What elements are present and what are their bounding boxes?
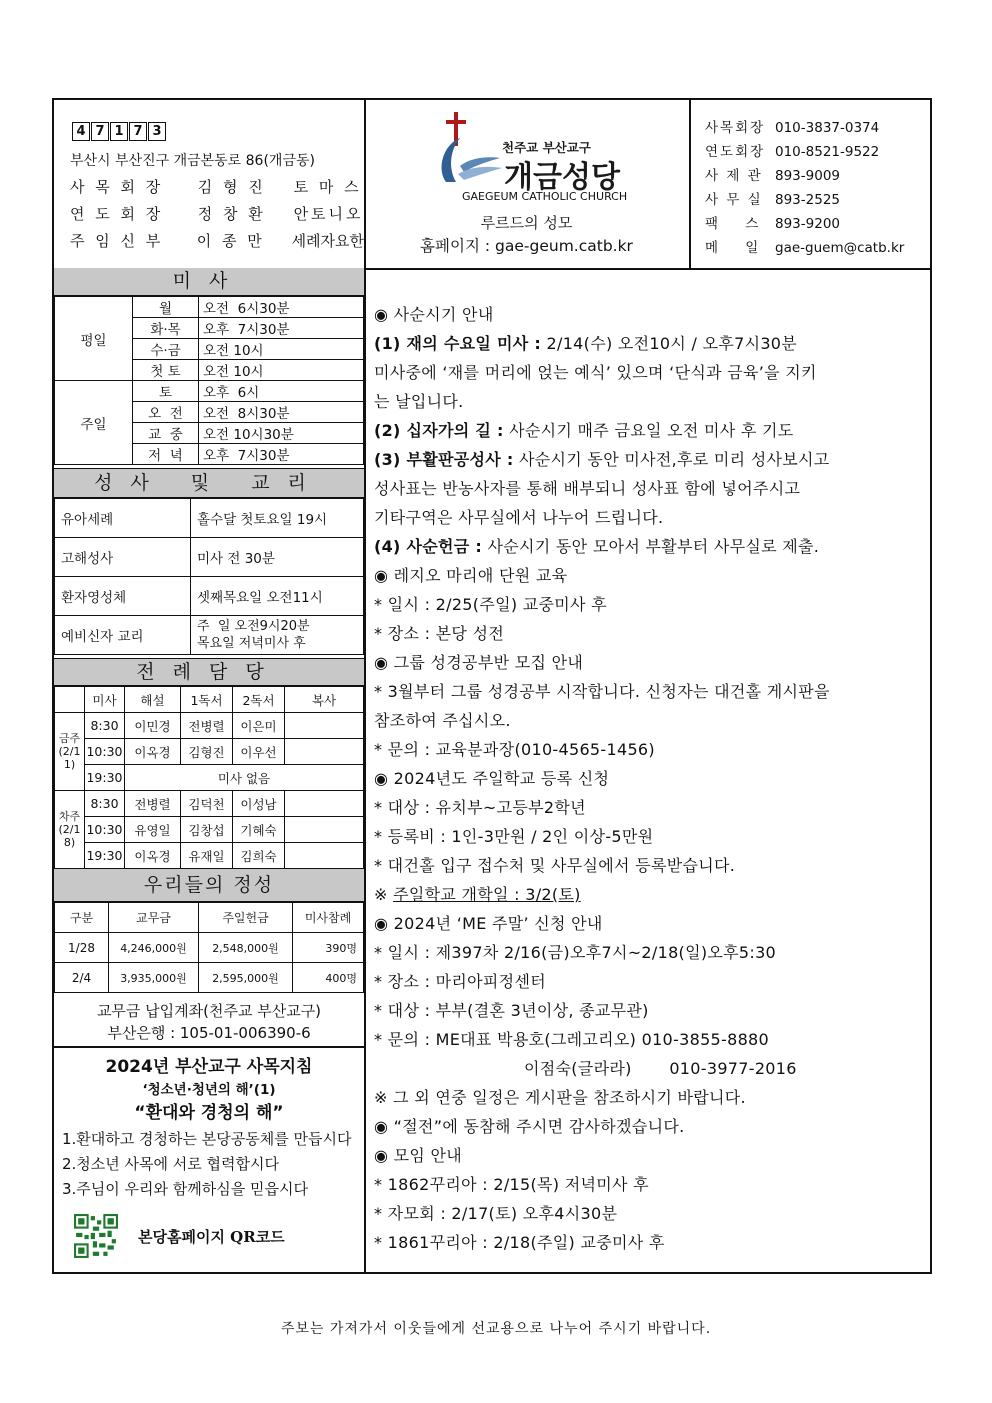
contact-row — [705, 140, 879, 160]
notice-line: 성사표는 반농사자를 통해 배부되니 성사표 함에 넣어주시고 — [374, 479, 801, 498]
mass-time: 오후 7시30분 — [199, 318, 364, 339]
directive-subtitle: ‘청소년·청년의 해’(1) — [142, 1082, 276, 1098]
mass-time: 오전 10시30분 — [199, 423, 364, 444]
officer-role: 연 도 회 장 — [70, 205, 164, 223]
notice-line: 참조하여 주십시오. — [374, 711, 511, 730]
contact-key: 팩 스 — [705, 216, 761, 232]
contact-row — [705, 164, 840, 184]
contact-key: 사 제 관 — [705, 168, 763, 184]
sacraments-title: 성사 및 교리 — [54, 468, 364, 498]
liturgy-cell: 김형진 — [181, 739, 233, 765]
notice-line: * 등록비 : 1인-3만원 / 2인 이상-5만원 — [374, 827, 654, 846]
mass-day: 저 녁 — [133, 444, 199, 465]
liturgy-header: 2독서 — [233, 687, 285, 713]
contact-value: 893-9009 — [775, 168, 840, 184]
homepage-label: 홈페이지 : — [420, 237, 491, 255]
liturgy-header: 1독서 — [181, 687, 233, 713]
offering-table — [54, 902, 364, 993]
officer-baptism: 세례자요한 — [291, 232, 365, 250]
notice-line: * 대상 : 유치부~고등부2학년 — [374, 798, 586, 817]
mass-time: 오전 10시 — [199, 339, 364, 360]
directive-title: 2024년 부산교구 사목지침 — [105, 1057, 313, 1077]
sacraments-table — [54, 498, 364, 655]
notice-text: 사순시기 동안 모아서 부활부터 사무실로 제출. — [482, 537, 820, 556]
notice-heading: ◉ 레지오 마리애 단원 교육 — [374, 566, 568, 585]
notice-line — [374, 331, 797, 354]
offering-cell: 3,935,000원 — [109, 963, 199, 993]
liturgy-table — [54, 686, 364, 869]
left-column — [54, 268, 366, 1272]
notice-text: 사순시기 동안 미사전,후로 미리 성사보시고 — [513, 450, 830, 469]
mass-day: 토 — [133, 381, 199, 402]
notice-line: 미사중에 ‘재를 머리에 얹는 예식’ 있으며 ‘단식과 금육’을 지키 — [374, 363, 817, 382]
contact-value: 893-2525 — [775, 192, 840, 208]
liturgy-cell: 기혜숙 — [233, 817, 285, 843]
contact-value: 893-9200 — [775, 216, 840, 232]
officer-role: 주 임 신 부 — [70, 232, 164, 250]
officer-baptism: 토 마 스 — [293, 178, 362, 196]
week-label: 금주(2/11) — [55, 713, 85, 791]
liturgy-cell: 이민경 — [125, 713, 181, 739]
contact-row — [705, 116, 879, 136]
notice-line: 기타구역은 사무실에서 나누어 드립니다. — [374, 508, 664, 527]
notice-line — [374, 447, 830, 470]
officer-name: 이 종 만 — [196, 232, 265, 250]
sacrament-value — [191, 616, 364, 655]
contact-row — [705, 212, 840, 232]
liturgy-cell — [285, 713, 364, 739]
postal-digit: 7 — [129, 122, 147, 141]
contact-value: 010-3837-0374 — [775, 120, 880, 136]
mass-group-label: 주일 — [55, 381, 133, 465]
contact-key: 사목회장 — [705, 120, 766, 136]
postal-digit: 7 — [91, 122, 109, 141]
mass-time: 오전 8시30분 — [199, 402, 364, 423]
mass-time: 오전 10시 — [199, 360, 364, 381]
mass-time: 오전 6시30분 — [199, 297, 364, 318]
liturgy-header: 복사 — [285, 687, 364, 713]
directive-item: 2.청소년 사목에 서로 협력합시다 — [62, 1155, 279, 1173]
sacrament-value: 홀수달 첫토요일 19시 — [191, 499, 364, 538]
notice-label: (1) 재의 수요일 미사 : — [374, 334, 542, 353]
sacrament-name: 환자영성체 — [55, 577, 191, 616]
liturgy-cell: 김창섭 — [181, 817, 233, 843]
liturgy-cell: 19:30 — [85, 843, 125, 869]
liturgy-cell — [285, 791, 364, 817]
notice-line — [374, 418, 794, 441]
liturgy-cell — [285, 843, 364, 869]
catechism-sunday: 주 일 오전9시20분 — [197, 619, 310, 634]
mass-title: 미사 — [54, 268, 364, 296]
officer-row — [70, 203, 364, 224]
notice-heading: ◉ 그룹 성경공부반 모집 안내 — [374, 653, 584, 672]
liturgy-cell: 이우선 — [233, 739, 285, 765]
offering-cell: 2,548,000원 — [199, 933, 293, 963]
sacrament-value: 미사 전 30분 — [191, 538, 364, 577]
notice-heading: ◉ 사순시기 안내 — [374, 305, 494, 324]
mass-day: 첫 토 — [133, 360, 199, 381]
mass-time: 오후 7시30분 — [199, 444, 364, 465]
week-label: 차주(2/18) — [55, 791, 85, 869]
notice-line: * 1862꾸리아 : 2/15(목) 저녁미사 후 — [374, 1175, 649, 1194]
notice-label: (2) 십자가의 길 : — [374, 421, 504, 440]
notice-heading: ◉ 2024년도 주일학교 등록 신청 — [374, 769, 610, 788]
patron: 루르드의 성모 — [480, 214, 573, 232]
liturgy-cell: 8:30 — [85, 713, 125, 739]
liturgy-cell: 이옥경 — [125, 843, 181, 869]
notice-line: * 일시 : 제397차 2/16(금)오후7시~2/18(일)오후5:30 — [374, 943, 777, 962]
offering-title: 우리들의 정성 — [54, 868, 364, 902]
notice-line: * 일시 : 2/25(주일) 교중미사 후 — [374, 595, 607, 614]
officer-row — [70, 176, 362, 197]
footer-note: 주보는 가져가서 이웃들에게 선교용으로 나누어 주시기 바랍니다. — [280, 1321, 712, 1337]
diocese-name: 천주교 부산교구 — [502, 140, 591, 155]
contact-value[interactable]: gae-guem@catb.kr — [775, 240, 905, 256]
account-line1: 교무금 납입계좌(천주교 부산교구) — [96, 1002, 322, 1020]
officer-name: 김 형 진 — [197, 178, 266, 196]
church-logo-icon — [434, 108, 504, 188]
notice-line: * 장소 : 마리아피정센터 — [374, 972, 546, 991]
contact-key: 연도회장 — [705, 144, 766, 160]
header-contacts — [689, 100, 930, 268]
officer-name: 정 창 환 — [197, 205, 266, 223]
offering-cell: 2/4 — [55, 963, 109, 993]
notice-text: 2/14(수) 오전10시 / 오후7시30분 — [541, 334, 798, 353]
notice-label: (4) 사순헌금 : — [374, 537, 483, 556]
offering-cell: 1/28 — [55, 933, 109, 963]
liturgy-cell: 김희숙 — [233, 843, 285, 869]
liturgy-cell: 10:30 — [85, 817, 125, 843]
liturgy-header-blank — [55, 687, 85, 713]
notice-label: (3) 부활판공성사 : — [374, 450, 514, 469]
liturgy-cell: 전병렬 — [181, 713, 233, 739]
officer-row — [70, 230, 364, 251]
directive-motto: “환대와 경청의 해” — [134, 1103, 284, 1123]
notice-line: * 1861꾸리아 : 2/18(주일) 교중미사 후 — [374, 1233, 665, 1252]
offering-header: 미사참례 — [293, 903, 364, 933]
notice-line — [374, 882, 581, 905]
offering-header: 주일헌금 — [199, 903, 293, 933]
bulletin-frame — [52, 98, 932, 1274]
liturgy-cell — [285, 817, 364, 843]
notice-heading: ◉ 2024년 ‘ME 주말’ 신청 안내 — [374, 914, 603, 933]
liturgy-cell: 유영일 — [125, 817, 181, 843]
sacrament-value: 셋째목요일 오전11시 — [191, 577, 364, 616]
divider — [54, 1046, 364, 1048]
mass-day: 화·목 — [133, 318, 199, 339]
postal-code — [72, 122, 166, 141]
notice-line: * 문의 : ME대표 박용호(그레고리오) 010-3855-8880 — [374, 1030, 770, 1049]
offering-cell: 390명 — [293, 933, 364, 963]
mass-day: 오 전 — [133, 402, 199, 423]
homepage — [364, 234, 689, 256]
notice-text: 사순시기 매주 금요일 오전 미사 후 기도 — [503, 421, 794, 440]
contact-row — [705, 236, 904, 256]
liturgy-cell: 김덕천 — [181, 791, 233, 817]
notice-line: * 장소 : 본당 성전 — [374, 624, 505, 643]
notice-line: * 3월부터 그룹 성경공부 시작합니다. 신청자는 대건홀 게시판을 — [374, 682, 830, 701]
contact-key: 사 무 실 — [705, 192, 763, 208]
postal-digit: 4 — [72, 122, 90, 141]
sacrament-name: 고해성사 — [55, 538, 191, 577]
qr-code-icon[interactable] — [74, 1214, 118, 1258]
liturgy-cell: 이은미 — [233, 713, 285, 739]
liturgy-no-mass: 미사 없음 — [125, 765, 364, 791]
postal-digit: 3 — [148, 122, 166, 141]
mass-table — [54, 296, 364, 465]
contact-key: 메 일 — [705, 240, 761, 256]
sacrament-name: 예비신자 교리 — [55, 616, 191, 655]
sacrament-name: 유아세례 — [55, 499, 191, 538]
notices-column — [366, 268, 930, 1272]
liturgy-header: 해설 — [125, 687, 181, 713]
header-left — [54, 100, 366, 268]
directive-item: 3.주님이 우리와 함께하심을 믿읍시다 — [62, 1180, 308, 1198]
liturgy-cell: 19:30 — [85, 765, 125, 791]
contact-value: 010-8521-9522 — [775, 144, 880, 160]
notice-line: 이점숙(글라라) 010-3977-2016 — [524, 1059, 797, 1078]
postal-digit: 1 — [110, 122, 128, 141]
catechism-thursday: 목요일 저녁미사 후 — [197, 636, 306, 651]
church-name: 개금성당 — [504, 160, 620, 195]
notice-line: * 문의 : 교육분과장(010-4565-1456) — [374, 740, 655, 759]
liturgy-cell: 전병렬 — [125, 791, 181, 817]
liturgy-cell: 유재일 — [181, 843, 233, 869]
notice-heading: ◉ 모임 안내 — [374, 1146, 463, 1165]
mass-group-label: 평일 — [55, 297, 133, 381]
notice-heading: ◉ “절전”에 동참해 주시면 감사하겠습니다. — [374, 1117, 685, 1136]
offering-cell: 4,246,000원 — [109, 933, 199, 963]
liturgy-title: 전례담당 — [54, 658, 364, 686]
mass-day: 교 중 — [133, 423, 199, 444]
directive-item: 1.환대하고 경청하는 본당공동체를 만듭시다 — [62, 1130, 352, 1148]
account-line2: 부산은행 : 105-01-006390-6 — [107, 1024, 311, 1042]
mass-day: 월 — [133, 297, 199, 318]
offering-header: 교무금 — [109, 903, 199, 933]
notice-line — [374, 534, 819, 557]
offering-cell: 400명 — [293, 963, 364, 993]
liturgy-cell: 8:30 — [85, 791, 125, 817]
liturgy-cell: 10:30 — [85, 739, 125, 765]
church-name-en: GAEGEUM CATHOLIC CHURCH — [462, 190, 628, 203]
mass-day: 수·금 — [133, 339, 199, 360]
officer-baptism: 안토니오 — [293, 205, 364, 223]
offering-header: 구분 — [55, 903, 109, 933]
homepage-link[interactable]: gae-geum.catb.kr — [495, 237, 633, 255]
liturgy-cell: 이성남 — [233, 791, 285, 817]
address: 부산시 부산진구 개금본동로 86(개금동) — [70, 153, 315, 169]
notice-line: * 자모회 : 2/17(토) 오후4시30분 — [374, 1204, 618, 1223]
notice-line: 는 날입니다. — [374, 392, 464, 411]
notice-line: * 대상 : 부부(결혼 3년이상, 종교무관) — [374, 1001, 649, 1020]
header-center — [364, 100, 691, 268]
liturgy-cell — [285, 739, 364, 765]
offering-cell: 2,595,000원 — [199, 963, 293, 993]
contact-row — [705, 188, 840, 208]
notice-mark: ※ — [374, 885, 394, 904]
liturgy-cell: 이옥경 — [125, 739, 181, 765]
liturgy-header: 미사 — [85, 687, 125, 713]
notice-line: ※ 그 외 연중 일정은 게시판을 참조하시기 바랍니다. — [374, 1088, 746, 1107]
qr-label: 본당홈페이지 QR코드 — [138, 1228, 285, 1246]
mass-time: 오후 6시 — [199, 381, 364, 402]
notice-line: * 대건홀 입구 접수처 및 사무실에서 등록받습니다. — [374, 856, 736, 875]
officer-role: 사 목 회 장 — [70, 178, 164, 196]
school-opening-date: 주일학교 개학일 : 3/2(토) — [393, 885, 581, 904]
header — [54, 100, 930, 270]
